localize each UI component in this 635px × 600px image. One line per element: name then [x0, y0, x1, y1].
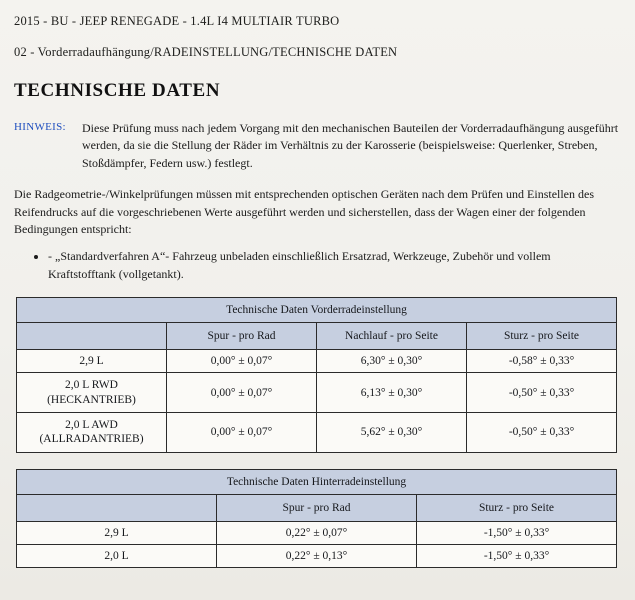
cell-toe: 0,00° ± 0,07° [167, 373, 317, 413]
table-header-row [17, 494, 617, 521]
header-vehicle-line: 2015 - BU - JEEP RENEGADE - 1.4L I4 MULTIAIR TURBO [14, 14, 340, 28]
header-section-line: 02 - Vorderradaufhängung/RADEINSTELLUNG/TECHNISCHE DATEN [14, 45, 398, 59]
column-header-toe: Spur - pro Rad [167, 323, 317, 350]
cell-toe: 0,22° ± 0,07° [217, 521, 417, 544]
table-row [17, 350, 617, 373]
cell-camber: -1,50° ± 0,33° [417, 544, 617, 567]
column-header-camber: Sturz - pro Seite [467, 323, 617, 350]
cell-caster: 5,62° ± 0,30° [317, 412, 467, 452]
intro-paragraph: Die Radgeometrie-/Winkelprüfungen müssen mit entsprechenden optischen Geräten nach dem Prüfen und Einstellen des Reifendrucks auf die vorgeschriebenen Werte ausgeführt werden und sicherstellen, dass der Wagen einer der folgenden Bedingungen entspricht: [14, 187, 595, 236]
list-item: • - „Standardverfahren A“- Fahrzeug unbeladen einschließlich Ersatzrad, Werkzeuge, Zubehör und vollem Kraftstofftank (vollgetankt). [48, 248, 619, 283]
table-row [17, 373, 617, 413]
table-caption: Technische Daten Vorderradeinstellung [17, 298, 617, 323]
front-alignment-table-wrap [14, 297, 619, 453]
table-row [17, 544, 617, 567]
row-label: 2,0 L [17, 544, 217, 567]
row-label-sub: (HECKANTRIEB) [47, 393, 136, 406]
table-header-row [17, 323, 617, 350]
column-header-blank [17, 323, 167, 350]
row-label: 2,9 L [17, 521, 217, 544]
note-label: HINWEIS: [14, 121, 66, 133]
column-header-caster: Nachlauf - pro Seite [317, 323, 467, 350]
condition-list [14, 248, 619, 283]
cell-camber: -0,58° ± 0,33° [467, 350, 617, 373]
row-label-main: 2,0 L AWD [65, 418, 118, 431]
note-block [14, 120, 619, 172]
table-caption-row [17, 469, 617, 494]
column-header-blank [17, 494, 217, 521]
note-text: Diese Prüfung muss nach jedem Vorgang mit den mechanischen Bauteilen der Vorderradaufhängung ausgeführt werden, da sie die Stellung der Räder im Verhältnis zu der Karosserie (beispielsweise: Querlenker, Streben, Stoßdämpfer, Federn usw.) festlegt. [82, 121, 619, 170]
cell-camber: -0,50° ± 0,33° [467, 412, 617, 452]
row-label-sub: (ALLRADANTRIEB) [39, 433, 144, 446]
cell-toe: 0,22° ± 0,13° [217, 544, 417, 567]
cell-caster: 6,30° ± 0,30° [317, 350, 467, 373]
table-row [17, 521, 617, 544]
row-label [17, 412, 167, 452]
row-label [17, 373, 167, 413]
table-row [17, 412, 617, 452]
cell-camber: -1,50° ± 0,33° [417, 521, 617, 544]
page-title: TECHNISCHE DATEN [14, 80, 221, 101]
cell-toe: 0,00° ± 0,07° [167, 350, 317, 373]
table-caption-row [17, 298, 617, 323]
rear-alignment-table-wrap [14, 469, 619, 568]
row-label: 2,9 L [17, 350, 167, 373]
row-label-main: 2,0 L RWD [65, 379, 118, 392]
column-header-camber: Sturz - pro Seite [417, 494, 617, 521]
column-header-toe: Spur - pro Rad [217, 494, 417, 521]
cell-toe: 0,00° ± 0,07° [167, 412, 317, 452]
cell-camber: -0,50° ± 0,33° [467, 373, 617, 413]
table-caption: Technische Daten Hinterradeinstellung [17, 469, 617, 494]
front-alignment-table [16, 297, 617, 453]
rear-alignment-table [16, 469, 617, 568]
cell-caster: 6,13° ± 0,30° [317, 373, 467, 413]
